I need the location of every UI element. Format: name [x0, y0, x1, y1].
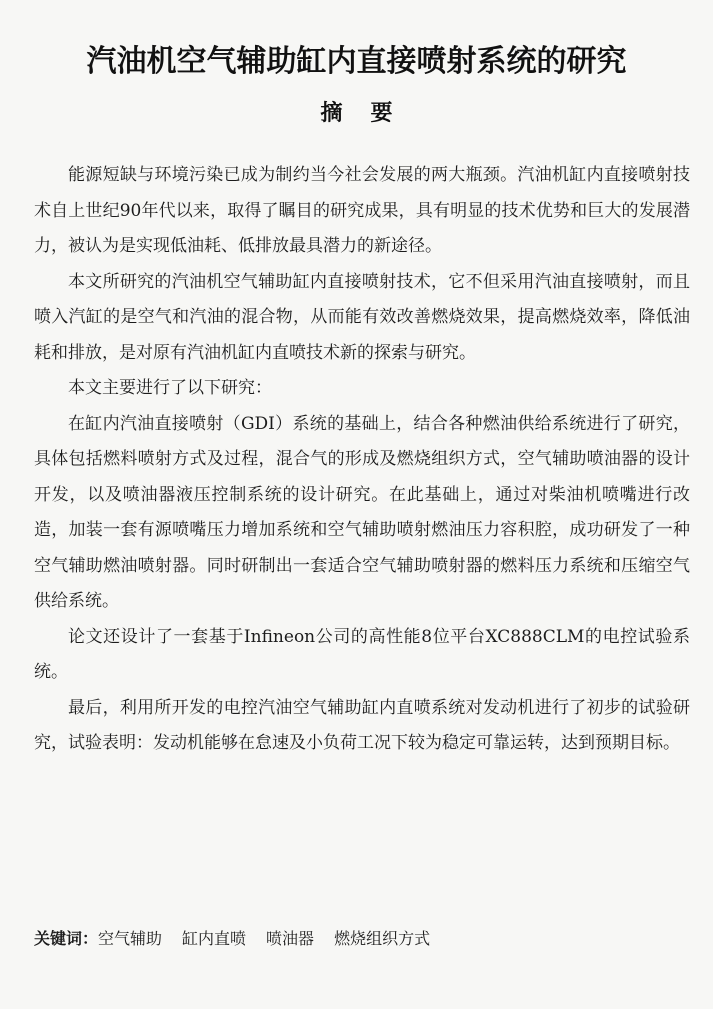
abstract-paragraph: 本文所研究的汽油机空气辅助缸内直接喷射技术，它不但采用汽油直接喷射，而且喷入汽缸的是空气和汽油的混合物，从而能有效改善燃烧效果，提高燃烧效率，降低油耗和排放，是对原有汽油机缸内直喷技术新的探索与研究。	[34, 271, 690, 363]
keywords-line	[34, 924, 690, 954]
paper-title: 汽油机空气辅助缸内直接喷射系统的研究	[86, 44, 627, 79]
abstract-body	[34, 158, 690, 762]
keywords-label: 关键词：	[34, 929, 99, 948]
abstract-paragraph: 在缸内汽油直接喷射（GDI）系统的基础上，结合各种燃油供给系统进行了研究，具体包括燃料喷射方式及过程，混合气的形成及燃烧组织方式，空气辅助喷油器的设计开发，以及喷油器液压控制系统的设计研究。在此基础上，通过对柴油机喷嘴进行改造，加装一套有源喷嘴压力增加系统和空气辅助喷射燃油压力容积腔，成功研发了一种空气辅助燃油喷射器。同时研制出一套适合空气辅助喷射器的燃料压力系统和压缩空气供给系统。	[34, 413, 690, 611]
abstract-paragraph: 能源短缺与环境污染已成为制约当今社会发展的两大瓶颈。汽油机缸内直接喷射技术自上世纪90年代以来，取得了瞩目的研究成果，具有明显的技术优势和巨大的发展潜力，被认为是实现低油耗、低排放最具潜力的新途径。	[34, 165, 690, 256]
abstract-heading: 摘要	[320, 101, 421, 126]
abstract-paragraph: 最后，利用所开发的电控汽油空气辅助缸内直喷系统对发动机进行了初步的试验研究，试验表明：发动机能够在怠速及小负荷工况下较为稳定可靠运转，达到预期目标。	[34, 697, 690, 753]
abstract-paragraph: 论文还设计了一套基于Infineon公司的高性能8位平台XC888CLM的电控试验系统。	[34, 626, 690, 682]
keyword: 燃烧组织方式	[334, 929, 431, 948]
abstract-paragraph: 本文主要进行了以下研究：	[68, 378, 272, 398]
keyword: 喷油器	[266, 929, 315, 948]
keyword: 缸内直喷	[182, 929, 247, 948]
keyword: 空气辅助	[98, 929, 163, 948]
